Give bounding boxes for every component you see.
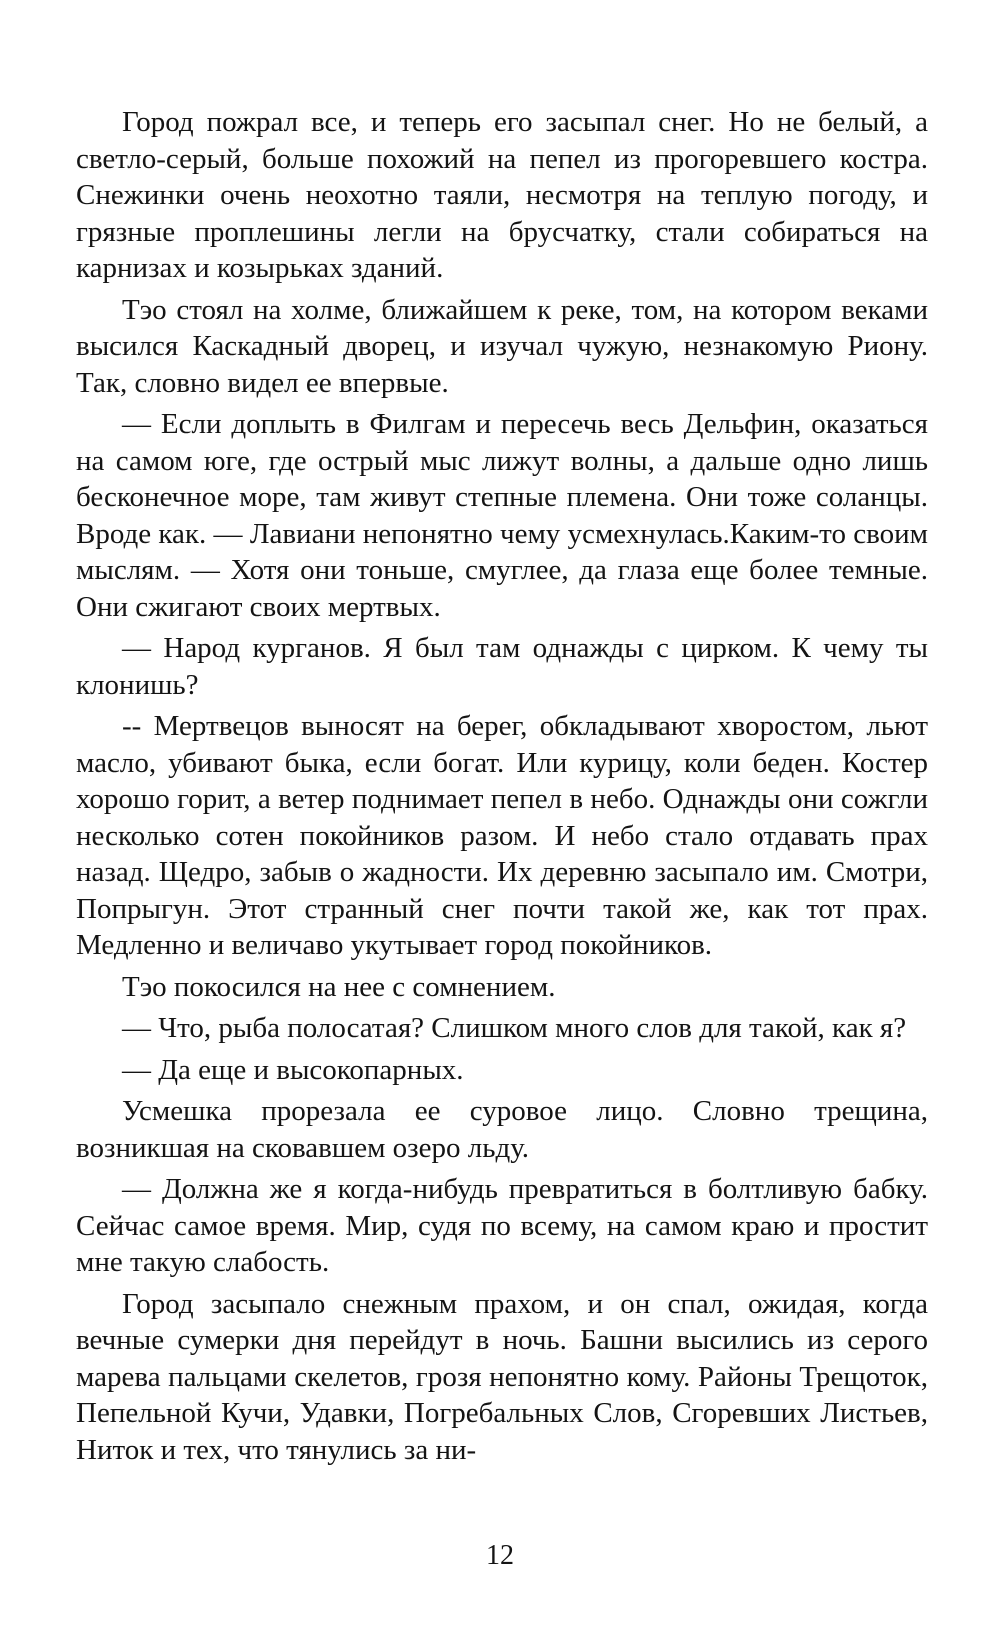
paragraph: — Народ курганов. Я был там однажды с цирком. К чему ты клонишь?	[76, 632, 928, 701]
paragraph: Город засыпало снежным прахом, и он спал, ожидая, когда вечные сумерки дня перейдут в ночь. Башни высились из серого марева пальцами скелетов, грозя непонятно кому. Районы Трещоток, Пепельной Кучи, Удавки, Погребальных Слов, Сгоревших Листьев, Ниток и тех, что тянулись за ни-	[76, 1287, 928, 1466]
page-number: 12	[486, 1540, 514, 1571]
paragraph: Город пожрал все, и теперь его засыпал снег. Но не белый, а светло-серый, больше похожий на пепел из прогоревшего костра. Снежинки очень неохотно таяли, несмотря на теплую погоду, и грязные проплешины легли на брусчатку, стали собираться на карнизах и козырьках зданий.	[76, 106, 928, 284]
paragraph: -- Мертвецов выносят на берег, обкладывают хворостом, льют масло, убивают быка, если богат. Или курицу, коли беден. Костер хорошо горит, а ветер поднимает пепел в небо. Однажды они сожгли несколько сотен покойников разом. И небо стало отдавать прах назад. Щедро, забыв о жадности. Их деревню засыпало им. Смотри, Попрыгун. Этот странный снег почти такой же, как тот прах. Медленно и величаво укутывает город покойников.	[76, 710, 928, 961]
paragraph: — Что, рыба полосатая? Слишком много слов для такой, как я?	[122, 1012, 907, 1044]
paragraph: Тэо стоял на холме, ближайшем к реке, том, на котором веками высился Каскадный дворец, и изучал чужую, незнакомую Риону. Так, словно видел ее впервые.	[76, 293, 928, 399]
paragraph: — Если доплыть в Филгам и пересечь весь Дельфин, оказаться на самом юге, где острый мыс лижут волны, а дальше одно лишь бесконечное море, там живут степные племена. Они тоже соланцы. Вроде как. — Лавиани непонятно чему усмехнулась.Каким-то своим мыслям. — Хотя они тоньше, смуглее, да глаза еще более темные. Они сжигают своих мертвых.	[76, 408, 928, 623]
paragraph: — Должна же я когда-нибудь превратиться в болтливую бабку. Сейчас самое время. Мир, судя по всему, на самом краю и простит мне такую слабость.	[76, 1173, 928, 1278]
text-body	[76, 104, 928, 1473]
paragraph: — Да еще и высокопарных.	[122, 1053, 464, 1086]
paragraph: Тэо покосился на нее с сомнением.	[122, 970, 556, 1003]
paragraph: Усмешка прорезала ее суровое лицо. Словно трещина, возникшая на сковавшем озеро льду.	[76, 1095, 928, 1164]
